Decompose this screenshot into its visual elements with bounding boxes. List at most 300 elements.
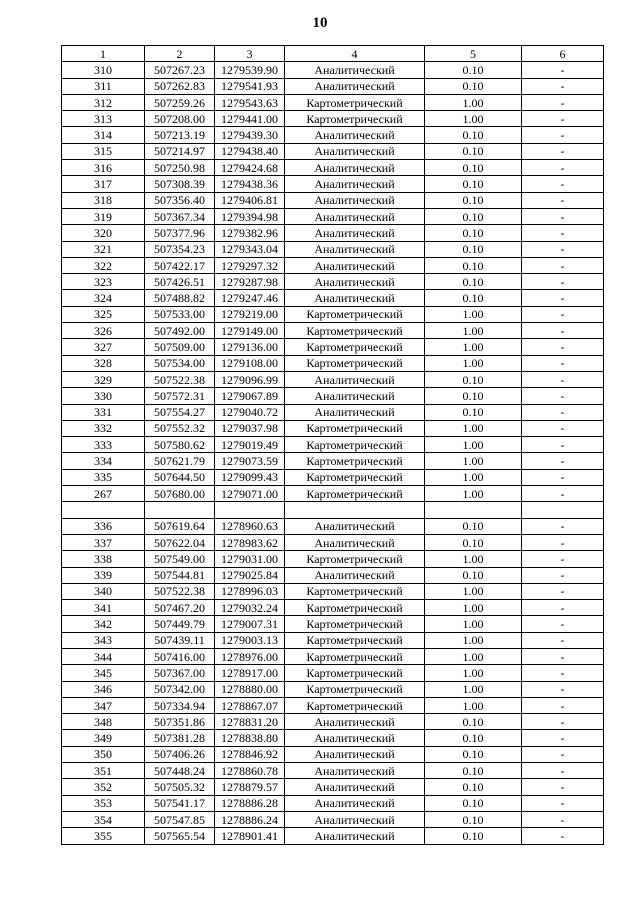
group-separator-row	[62, 502, 604, 518]
table-row	[62, 746, 604, 762]
table-cell: 1278860.78	[215, 763, 285, 779]
table-cell: 1279438.36	[215, 176, 285, 192]
table-cell: 351	[62, 763, 145, 779]
table-cell: Аналитический	[285, 518, 425, 534]
page-number: 10	[312, 15, 328, 31]
table-row	[62, 143, 604, 159]
table-cell: 507565.54	[145, 828, 215, 844]
table-cell: 507580.62	[145, 437, 215, 453]
header-cell: 1	[62, 46, 145, 62]
table-cell: 507422.17	[145, 257, 215, 273]
table-cell: Картометрический	[285, 420, 425, 436]
table-cell: 1.00	[425, 306, 522, 322]
table-cell: 355	[62, 828, 145, 844]
table-cell: 507208.00	[145, 111, 215, 127]
table-row	[62, 648, 604, 664]
table-cell: 1.00	[425, 665, 522, 681]
table-cell: -	[522, 518, 604, 534]
table-row	[62, 339, 604, 355]
table-cell: 331	[62, 404, 145, 420]
table-cell: Картометрический	[285, 339, 425, 355]
table-cell: 507488.82	[145, 290, 215, 306]
table-cell: 507259.26	[145, 94, 215, 110]
table-cell: 0.10	[425, 811, 522, 827]
table-cell: Аналитический	[285, 160, 425, 176]
table-cell: 1278917.00	[215, 665, 285, 681]
table-row	[62, 469, 604, 485]
table-row	[62, 600, 604, 616]
table-cell: 1279073.59	[215, 453, 285, 469]
table-cell: 338	[62, 551, 145, 567]
table-cell: 337	[62, 534, 145, 550]
empty-cell	[215, 502, 285, 518]
table-row	[62, 355, 604, 371]
table-row	[62, 241, 604, 257]
table-cell: 1278996.03	[215, 583, 285, 599]
table-cell: 315	[62, 143, 145, 159]
table-cell: 1279007.31	[215, 616, 285, 632]
table-cell: 345	[62, 665, 145, 681]
table-cell: Картометрический	[285, 648, 425, 664]
table-cell: 1279541.93	[215, 78, 285, 94]
table-cell: 1279025.84	[215, 567, 285, 583]
table-cell: 1279297.32	[215, 257, 285, 273]
table-cell: 507533.00	[145, 306, 215, 322]
table-cell: 323	[62, 274, 145, 290]
table-cell: 507351.86	[145, 714, 215, 730]
table-cell: Картометрический	[285, 355, 425, 371]
table-cell: -	[522, 127, 604, 143]
table-cell: -	[522, 420, 604, 436]
table-cell: 310	[62, 62, 145, 78]
table-cell: -	[522, 583, 604, 599]
header-cell: 5	[425, 46, 522, 62]
table-cell: 333	[62, 437, 145, 453]
table-cell: 1.00	[425, 469, 522, 485]
table-row	[62, 78, 604, 94]
table-cell: 507354.23	[145, 241, 215, 257]
table-cell: 507467.20	[145, 600, 215, 616]
table-cell: 1279406.81	[215, 192, 285, 208]
table-row	[62, 534, 604, 550]
table-row	[62, 420, 604, 436]
table-cell: -	[522, 404, 604, 420]
table-cell: 348	[62, 714, 145, 730]
table-cell: 0.10	[425, 534, 522, 550]
table-row	[62, 323, 604, 339]
table-cell: 1.00	[425, 111, 522, 127]
table-cell: Аналитический	[285, 730, 425, 746]
table-cell: -	[522, 143, 604, 159]
table-cell: -	[522, 437, 604, 453]
table-cell: -	[522, 551, 604, 567]
table-cell: 507250.98	[145, 160, 215, 176]
table-cell: 1.00	[425, 600, 522, 616]
table-cell: -	[522, 534, 604, 550]
table-row	[62, 160, 604, 176]
table-cell: -	[522, 290, 604, 306]
table-cell: 316	[62, 160, 145, 176]
table-cell: 353	[62, 795, 145, 811]
table-cell: 507547.85	[145, 811, 215, 827]
table-cell: -	[522, 257, 604, 273]
table-cell: 507492.00	[145, 323, 215, 339]
table-cell: Аналитический	[285, 78, 425, 94]
table-row	[62, 567, 604, 583]
table-cell: 0.10	[425, 746, 522, 762]
table-cell: 332	[62, 420, 145, 436]
table-row	[62, 176, 604, 192]
table-cell: Картометрический	[285, 583, 425, 599]
table-cell: 1.00	[425, 355, 522, 371]
table-cell: Картометрический	[285, 453, 425, 469]
table-cell: -	[522, 714, 604, 730]
header-cell: 2	[145, 46, 215, 62]
table-cell: 0.10	[425, 518, 522, 534]
table-row	[62, 551, 604, 567]
table-cell: 0.10	[425, 225, 522, 241]
table-cell: -	[522, 339, 604, 355]
table-cell: 1279247.46	[215, 290, 285, 306]
table-cell: -	[522, 453, 604, 469]
table-cell: 507619.64	[145, 518, 215, 534]
table-cell: 346	[62, 681, 145, 697]
table-cell: 1.00	[425, 551, 522, 567]
table-cell: 507262.83	[145, 78, 215, 94]
table-cell: Аналитический	[285, 763, 425, 779]
table-cell: 329	[62, 371, 145, 387]
table-cell: 507367.00	[145, 665, 215, 681]
table-cell: -	[522, 371, 604, 387]
table-row	[62, 486, 604, 502]
table-cell: -	[522, 225, 604, 241]
table-cell: 1278983.62	[215, 534, 285, 550]
table-cell: 1.00	[425, 697, 522, 713]
table-cell: 321	[62, 241, 145, 257]
header-row	[62, 46, 604, 62]
table-cell: -	[522, 746, 604, 762]
table-cell: 1278886.28	[215, 795, 285, 811]
table-cell: 507552.32	[145, 420, 215, 436]
table-cell: 507622.04	[145, 534, 215, 550]
table-cell: 1.00	[425, 583, 522, 599]
table-cell: Аналитический	[285, 225, 425, 241]
table-cell: 0.10	[425, 388, 522, 404]
table-cell: 507267.23	[145, 62, 215, 78]
table-cell: 0.10	[425, 290, 522, 306]
table-cell: 1279394.98	[215, 208, 285, 224]
table-cell: 1279003.13	[215, 632, 285, 648]
table-cell: 1279149.00	[215, 323, 285, 339]
table-cell: 0.10	[425, 208, 522, 224]
table-cell: 328	[62, 355, 145, 371]
table-cell: 507449.79	[145, 616, 215, 632]
table-cell: -	[522, 763, 604, 779]
table-cell: Картометрический	[285, 616, 425, 632]
table-cell: 267	[62, 486, 145, 502]
table-cell: 1.00	[425, 648, 522, 664]
table-cell: Картометрический	[285, 600, 425, 616]
table-row	[62, 779, 604, 795]
table-cell: 1.00	[425, 486, 522, 502]
table-cell: 319	[62, 208, 145, 224]
table-cell: 0.10	[425, 127, 522, 143]
table-cell: 507522.38	[145, 583, 215, 599]
table-row	[62, 681, 604, 697]
table-cell: 507680.00	[145, 486, 215, 502]
table-cell: 507505.32	[145, 779, 215, 795]
table-row	[62, 94, 604, 110]
table-cell: 1279040.72	[215, 404, 285, 420]
table-cell: 507549.00	[145, 551, 215, 567]
table-row	[62, 763, 604, 779]
table-cell: Аналитический	[285, 828, 425, 844]
table-cell: Картометрический	[285, 632, 425, 648]
table-cell: 0.10	[425, 176, 522, 192]
table-cell: 1279219.00	[215, 306, 285, 322]
table-cell: 507448.24	[145, 763, 215, 779]
table-cell: 507214.97	[145, 143, 215, 159]
table-row	[62, 274, 604, 290]
table-cell: 0.10	[425, 714, 522, 730]
table-cell: 1.00	[425, 437, 522, 453]
table-row	[62, 208, 604, 224]
table-cell: 0.10	[425, 371, 522, 387]
table-cell: 1279543.63	[215, 94, 285, 110]
table-cell: 0.10	[425, 763, 522, 779]
table-cell: 312	[62, 94, 145, 110]
table-cell: 327	[62, 339, 145, 355]
table-cell: Аналитический	[285, 404, 425, 420]
table-cell: Аналитический	[285, 388, 425, 404]
table-cell: 507541.17	[145, 795, 215, 811]
table-cell: -	[522, 665, 604, 681]
table-cell: Аналитический	[285, 714, 425, 730]
table-cell: Картометрический	[285, 551, 425, 567]
table-cell: 1.00	[425, 616, 522, 632]
table-cell: 1279441.00	[215, 111, 285, 127]
table-cell: 1279136.00	[215, 339, 285, 355]
table-cell: 1.00	[425, 632, 522, 648]
table-cell: -	[522, 469, 604, 485]
table-cell: 1278960.63	[215, 518, 285, 534]
table-cell: -	[522, 795, 604, 811]
table-cell: 507439.11	[145, 632, 215, 648]
table-row	[62, 730, 604, 746]
table-cell: 313	[62, 111, 145, 127]
table-row	[62, 225, 604, 241]
table-cell: 0.10	[425, 62, 522, 78]
table-cell: 0.10	[425, 274, 522, 290]
table-cell: 507509.00	[145, 339, 215, 355]
table-cell: 1278879.57	[215, 779, 285, 795]
table-cell: Аналитический	[285, 192, 425, 208]
table-cell: Аналитический	[285, 811, 425, 827]
table-cell: 0.10	[425, 828, 522, 844]
table-cell: 0.10	[425, 143, 522, 159]
empty-cell	[285, 502, 425, 518]
table-cell: 0.10	[425, 160, 522, 176]
table-cell: 1.00	[425, 681, 522, 697]
table-cell: 1279382.96	[215, 225, 285, 241]
table-header	[62, 46, 604, 62]
table-cell: 1279071.00	[215, 486, 285, 502]
table-cell: 1.00	[425, 453, 522, 469]
table-cell: 325	[62, 306, 145, 322]
table-cell: -	[522, 632, 604, 648]
table-cell: -	[522, 111, 604, 127]
table-row	[62, 828, 604, 844]
empty-cell	[425, 502, 522, 518]
table-cell: 1278846.92	[215, 746, 285, 762]
table-cell: 1278831.20	[215, 714, 285, 730]
table-cell: 1279099.43	[215, 469, 285, 485]
table-cell: 1279096.99	[215, 371, 285, 387]
table-cell: 354	[62, 811, 145, 827]
table-cell: 0.10	[425, 730, 522, 746]
table-cell: 342	[62, 616, 145, 632]
table-cell: -	[522, 567, 604, 583]
table-cell: -	[522, 828, 604, 844]
table-row	[62, 62, 604, 78]
table-cell: -	[522, 648, 604, 664]
table-cell: Картометрический	[285, 94, 425, 110]
table-cell: 0.10	[425, 795, 522, 811]
table-row	[62, 306, 604, 322]
table-cell: Аналитический	[285, 290, 425, 306]
table-row	[62, 437, 604, 453]
table-cell: 324	[62, 290, 145, 306]
table-cell: 341	[62, 600, 145, 616]
table-cell: 507367.34	[145, 208, 215, 224]
table-cell: -	[522, 274, 604, 290]
table-cell: Аналитический	[285, 779, 425, 795]
table-cell: 314	[62, 127, 145, 143]
table-cell: Аналитический	[285, 176, 425, 192]
table-cell: 352	[62, 779, 145, 795]
table-cell: 1278838.80	[215, 730, 285, 746]
table-cell: Картометрический	[285, 681, 425, 697]
table-cell: 1.00	[425, 339, 522, 355]
empty-cell	[62, 502, 145, 518]
table-cell: 344	[62, 648, 145, 664]
table-cell: 0.10	[425, 192, 522, 208]
table-cell: 1279439.30	[215, 127, 285, 143]
table-cell: Аналитический	[285, 795, 425, 811]
table-cell: Аналитический	[285, 143, 425, 159]
table-row	[62, 632, 604, 648]
table-cell: 1.00	[425, 420, 522, 436]
table-cell: 326	[62, 323, 145, 339]
header-cell: 4	[285, 46, 425, 62]
table-cell: -	[522, 616, 604, 632]
table-cell: 0.10	[425, 257, 522, 273]
table-cell: -	[522, 306, 604, 322]
table-cell: 507534.00	[145, 355, 215, 371]
table-row	[62, 290, 604, 306]
table-cell: 507621.79	[145, 453, 215, 469]
table-cell: 1278880.00	[215, 681, 285, 697]
table-cell: 317	[62, 176, 145, 192]
table-row	[62, 404, 604, 420]
table-cell: 507572.31	[145, 388, 215, 404]
table-cell: 350	[62, 746, 145, 762]
table-row	[62, 616, 604, 632]
table-cell: 320	[62, 225, 145, 241]
header-cell: 3	[215, 46, 285, 62]
table-cell: Аналитический	[285, 567, 425, 583]
table-cell: 1279037.98	[215, 420, 285, 436]
table-cell: 1279019.49	[215, 437, 285, 453]
table-cell: 1279539.90	[215, 62, 285, 78]
table-cell: 507522.38	[145, 371, 215, 387]
table-cell: 507377.96	[145, 225, 215, 241]
table-cell: Аналитический	[285, 208, 425, 224]
table-cell: Картометрический	[285, 486, 425, 502]
table-cell: -	[522, 779, 604, 795]
table-cell: -	[522, 681, 604, 697]
table-cell: -	[522, 811, 604, 827]
empty-cell	[522, 502, 604, 518]
table-row	[62, 453, 604, 469]
table-cell: 507381.28	[145, 730, 215, 746]
table-cell: -	[522, 94, 604, 110]
table-cell: 1279287.98	[215, 274, 285, 290]
table-cell: -	[522, 600, 604, 616]
table-cell: Картометрический	[285, 665, 425, 681]
table-cell: 1279031.00	[215, 551, 285, 567]
table-cell: 507342.00	[145, 681, 215, 697]
table-cell: Картометрический	[285, 437, 425, 453]
table-cell: 507644.50	[145, 469, 215, 485]
table-cell: Аналитический	[285, 62, 425, 78]
table-cell: 335	[62, 469, 145, 485]
table-cell: 1.00	[425, 94, 522, 110]
table-cell: -	[522, 78, 604, 94]
table-cell: Аналитический	[285, 371, 425, 387]
table-cell: 1279438.40	[215, 143, 285, 159]
table-cell: 347	[62, 697, 145, 713]
table-cell: 330	[62, 388, 145, 404]
table-cell: 0.10	[425, 241, 522, 257]
table-cell: 334	[62, 453, 145, 469]
table-row	[62, 665, 604, 681]
table-cell: Аналитический	[285, 746, 425, 762]
table-cell: 507544.81	[145, 567, 215, 583]
table-row	[62, 388, 604, 404]
table-cell: 507356.40	[145, 192, 215, 208]
table-cell: 322	[62, 257, 145, 273]
table-cell: Картометрический	[285, 323, 425, 339]
table-cell: Картометрический	[285, 111, 425, 127]
table-cell: Аналитический	[285, 274, 425, 290]
table-cell: 349	[62, 730, 145, 746]
table-row	[62, 111, 604, 127]
table-row	[62, 518, 604, 534]
table-cell: 343	[62, 632, 145, 648]
table-row	[62, 583, 604, 599]
table-row	[62, 192, 604, 208]
table-cell: 507213.19	[145, 127, 215, 143]
table-cell: 340	[62, 583, 145, 599]
table-cell: 507334.94	[145, 697, 215, 713]
table-cell: Аналитический	[285, 127, 425, 143]
table-row	[62, 371, 604, 387]
table-cell: 507416.00	[145, 648, 215, 664]
table-cell: -	[522, 62, 604, 78]
table-cell: 1278976.00	[215, 648, 285, 664]
table-cell: Аналитический	[285, 534, 425, 550]
